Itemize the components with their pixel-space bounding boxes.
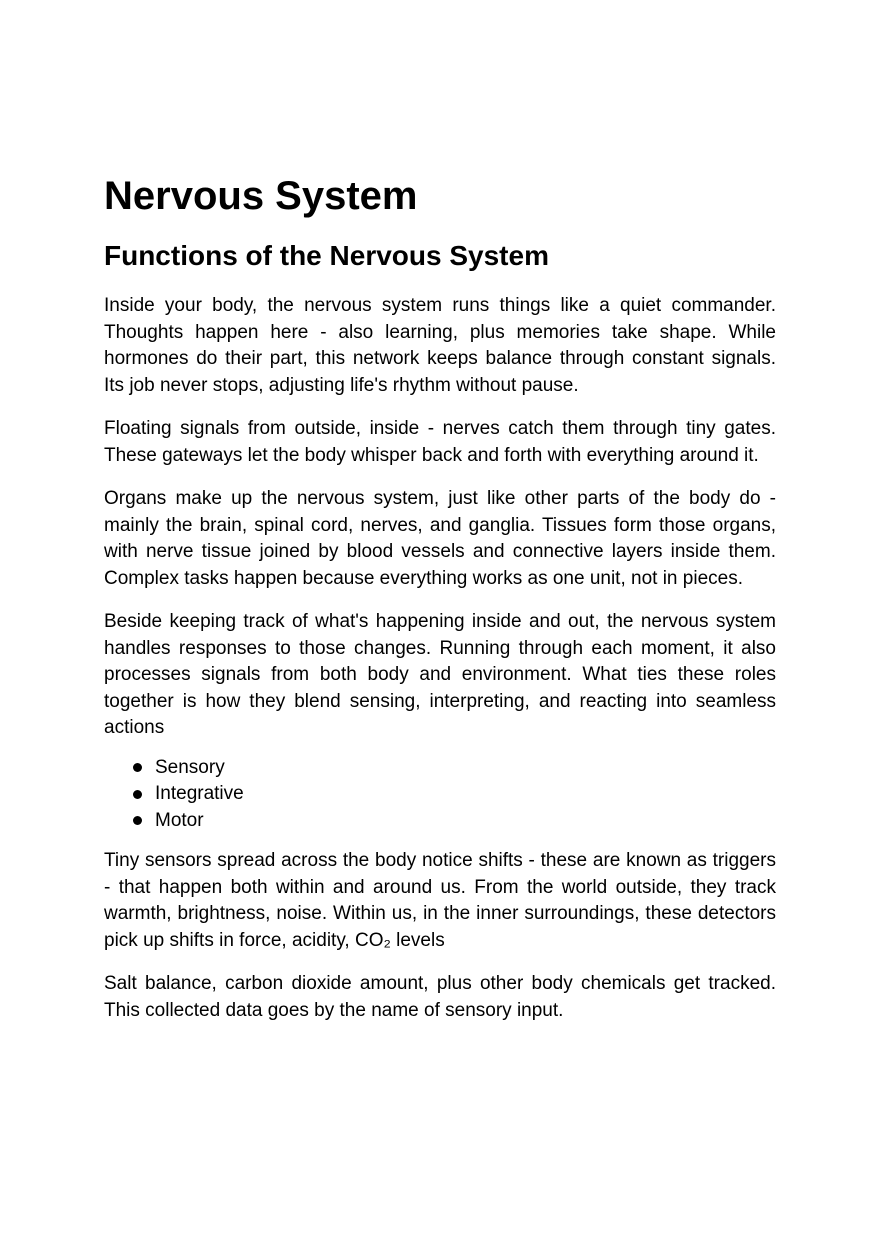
paragraph-intro: Inside your body, the nervous system runs things like a quiet commander. Thoughts happen here - also learning, plus memories take shape. While hormones do their part, this network keeps balance through constant signals. Its job never stops, adjusting life's rhythm without pause. [104, 295, 776, 396]
paragraph-roles: Beside keeping track of what's happening inside and out, the nervous system handles responses to those changes. Running through each moment, it also processes signals from both body and environment. What ties these roles together is how they blend sensing, interpreting, and reacting into seamless actions [104, 611, 776, 738]
bullet-icon [133, 763, 142, 772]
paragraph-organs: Organs make up the nervous system, just like other parts of the body do - mainly the brain, spinal cord, nerves, and ganglia. Tissues form those organs, with nerve tissue joined by blood vessels and connective layers inside them. Complex tasks happen because everything works as one unit, not in pieces. [104, 488, 776, 589]
list-item-label: Integrative [155, 783, 244, 804]
bullet-icon [133, 816, 142, 825]
list-item-label: Sensory [155, 756, 225, 778]
list-item-label: Motor [155, 809, 204, 831]
list-item-motor [104, 808, 776, 835]
paragraph-sensory-input: Salt balance, carbon dioxide amount, plus other body chemicals get tracked. This collected data goes by the name of sensory input. [104, 973, 776, 1021]
document-page [104, 172, 776, 1041]
list-item-sensory [104, 755, 776, 782]
section-heading: Functions of the Nervous System [104, 240, 549, 271]
paragraph-signals: Floating signals from outside, inside - nerves catch them through tiny gates. These gateways let the body whisper back and forth with everything around it. [104, 418, 776, 466]
paragraph-sensors: Tiny sensors spread across the body notice shifts - these are known as triggers - that happen both within and around us. From the world outside, they track warmth, brightness, noise. Within us, in the inner surroundings, these detectors pick up shifts in force, acidity, CO₂ levels [104, 850, 776, 951]
bullet-icon [133, 790, 142, 799]
list-item-integrative [104, 781, 776, 808]
function-list [104, 755, 776, 835]
page-title: Nervous System [104, 174, 418, 218]
